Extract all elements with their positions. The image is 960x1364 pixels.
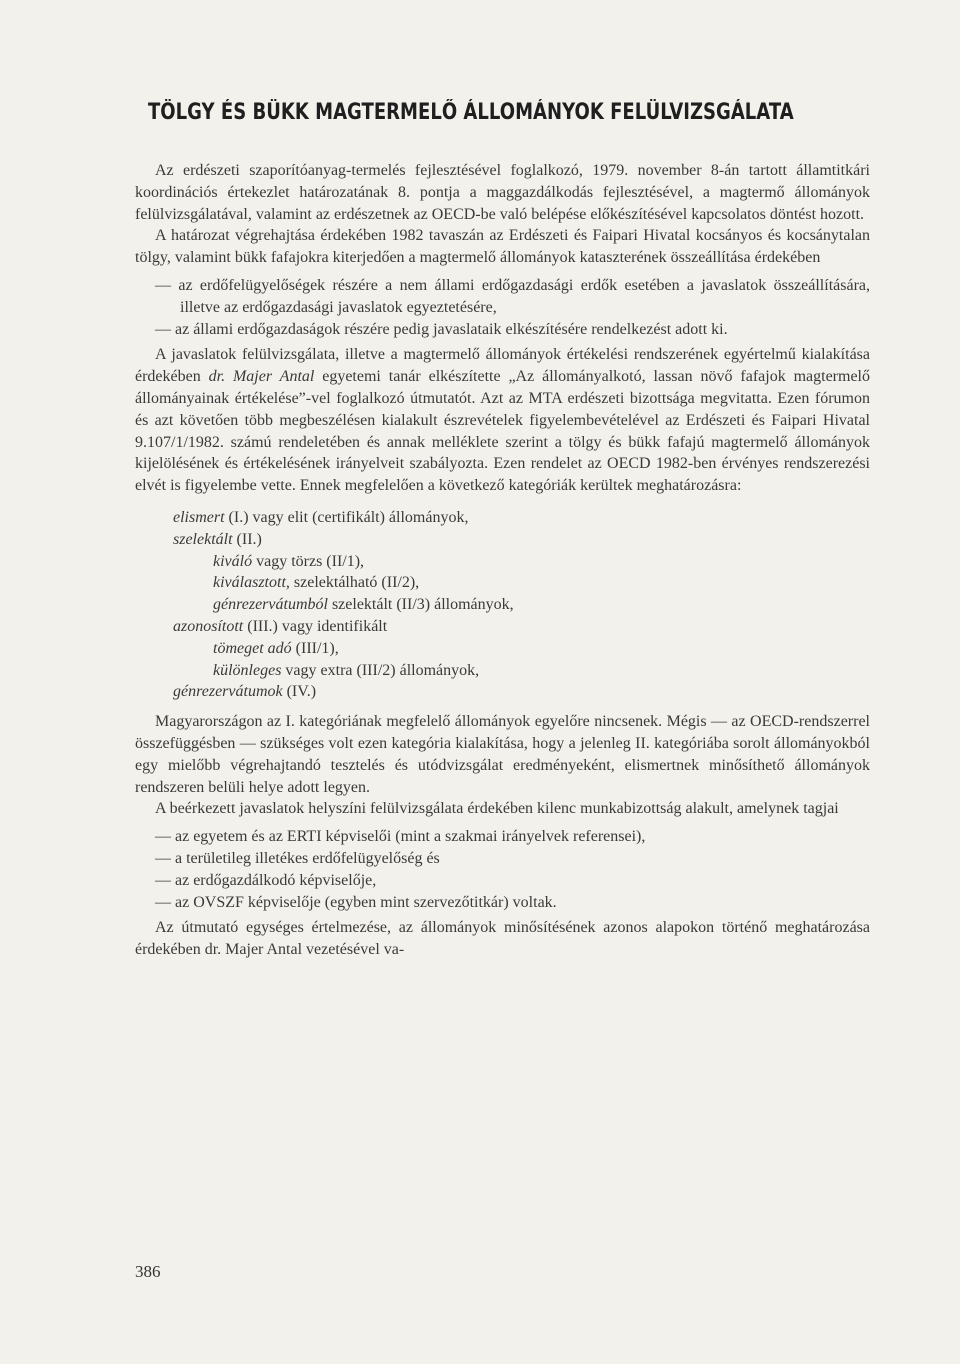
category-item: elismert (I.) vagy elit (certifikált) állományok, <box>173 508 469 526</box>
paragraph-closing: Az útmutató egységes értelmezése, az állományok minősítésének azonos alapokon történő meghatározása érdekében dr. Majer Antal vezetésével va- <box>135 919 870 959</box>
category-item: génrezervátumból szelektált (II/3) állományok, <box>213 596 514 614</box>
paragraph-intro: Az erdészeti szaporítóanyag-termelés fejlesztésével foglalkozó, 1979. november 8-án tartott államtitkári koordinációs értekezlet határozatának 8. pontja a maggazdálkodás fejlesztésével, a magtermő állományok felülvizsgálatával, valamint az erdészetnek az OECD-be való belépése előkészítésével kapcsolatos döntést hozott. <box>135 162 870 223</box>
paragraph-decision: A határozat végrehajtása érdekében 1982 tavaszán az Erdészeti és Faipari Hivatal kocsányos és kocsánytalan tölgy, valamint bükk fafajokra kiterjedően a magtermelő állományok kataszterének összeállítása érdekében <box>135 227 870 267</box>
list-item-dash: — az erdőfelügyelőségek részére a nem állami erdőgazdasági erdők esetében a javaslatok összeállítására, illetve az erdőgazdasági javaslatok egyeztetésére, <box>155 276 870 316</box>
list-item-dash: — a területileg illetékes erdőfelügyelőség és <box>155 849 440 867</box>
body-text <box>135 160 870 961</box>
category-item: szelektált (II.) <box>173 530 262 548</box>
category-item: tömeget adó (III/1), <box>213 639 339 657</box>
category-item: azonosított (III.) vagy identifikált <box>173 617 388 635</box>
page-title: TÖLGY ÉS BÜKK MAGTERMELŐ ÁLLOMÁNYOK FELÜLVIZSGÁLATA <box>148 100 794 125</box>
list-item-dash: — az egyetem és az ERTI képviselői (mint a szakmai irányelvek referensei), <box>155 828 646 846</box>
category-item: kiváló vagy törzs (II/1), <box>213 552 365 570</box>
author-name: dr. Majer Antal <box>208 368 315 386</box>
category-item: kiválasztott, szelektálható (II/2), <box>213 574 420 592</box>
category-item: különleges vagy extra (III/2) állományok, <box>213 661 480 679</box>
page-number: 386 <box>135 1262 161 1281</box>
category-item: génrezervátumok (IV.) <box>173 683 317 701</box>
paragraph-guide: A javaslatok felülvizsgálata, illetve a magtermelő állományok értékelési rendszerének egyértelmű kialakítása érdekében dr. Majer Antal egyetemi tanár elkészítette „Az állományalkotó, lassan növő fafajok magtermelő állományainak értékelése”-vel foglalkozó útmutatót. Azt az MTA erdészeti bizottsága megvitatta. Ezen fórumon és azt követően több megbeszélésen kialakult észrevételek figyelembevételével az Erdészeti és Faipari Hivatal 9.107/1/1982. számú rendeletében és annak melléklete szerint a tölgy és bükk fafajú magtermelő állományok kijelölésének és értékelésének irányelveit szabályozta. Ezen rendelet az OECD 1982-ben érvényes rendszerezési elvét is figyelembe vette. Ennek megfelelően a következő kategóriák kerültek meghatározásra: <box>135 346 870 495</box>
list-item-dash: — az állami erdőgazdaságok részére pedig javaslataik elkészítésére rendelkezést adott ki. <box>155 320 728 338</box>
paragraph-committees: A beérkezett javaslatok helyszíni felülvizsgálata érdekében kilenc munkabizottság alakult, amelynek tagjai <box>155 800 839 818</box>
category-list <box>135 507 870 703</box>
paragraph-hungary: Magyarországon az I. kategóriának megfelelő állományok egyelőre nincsenek. Mégis — az OECD-rendszerrel összefüggésben — szükséges volt ezen kategória kialakítása, hogy a jelenleg II. kategóriába sorolt állományokból egy mielőbb végrehajtandó tesztelés és utódvizsgálat eredményeként, elismertnek minősíthető állományok rendszeren belüli helye adott legyen. <box>135 713 870 796</box>
list-item-dash: — az OVSZF képviselője (egyben mint szervezőtitkár) voltak. <box>155 893 557 911</box>
list-item-dash: — az erdőgazdálkodó képviselője, <box>155 871 377 889</box>
